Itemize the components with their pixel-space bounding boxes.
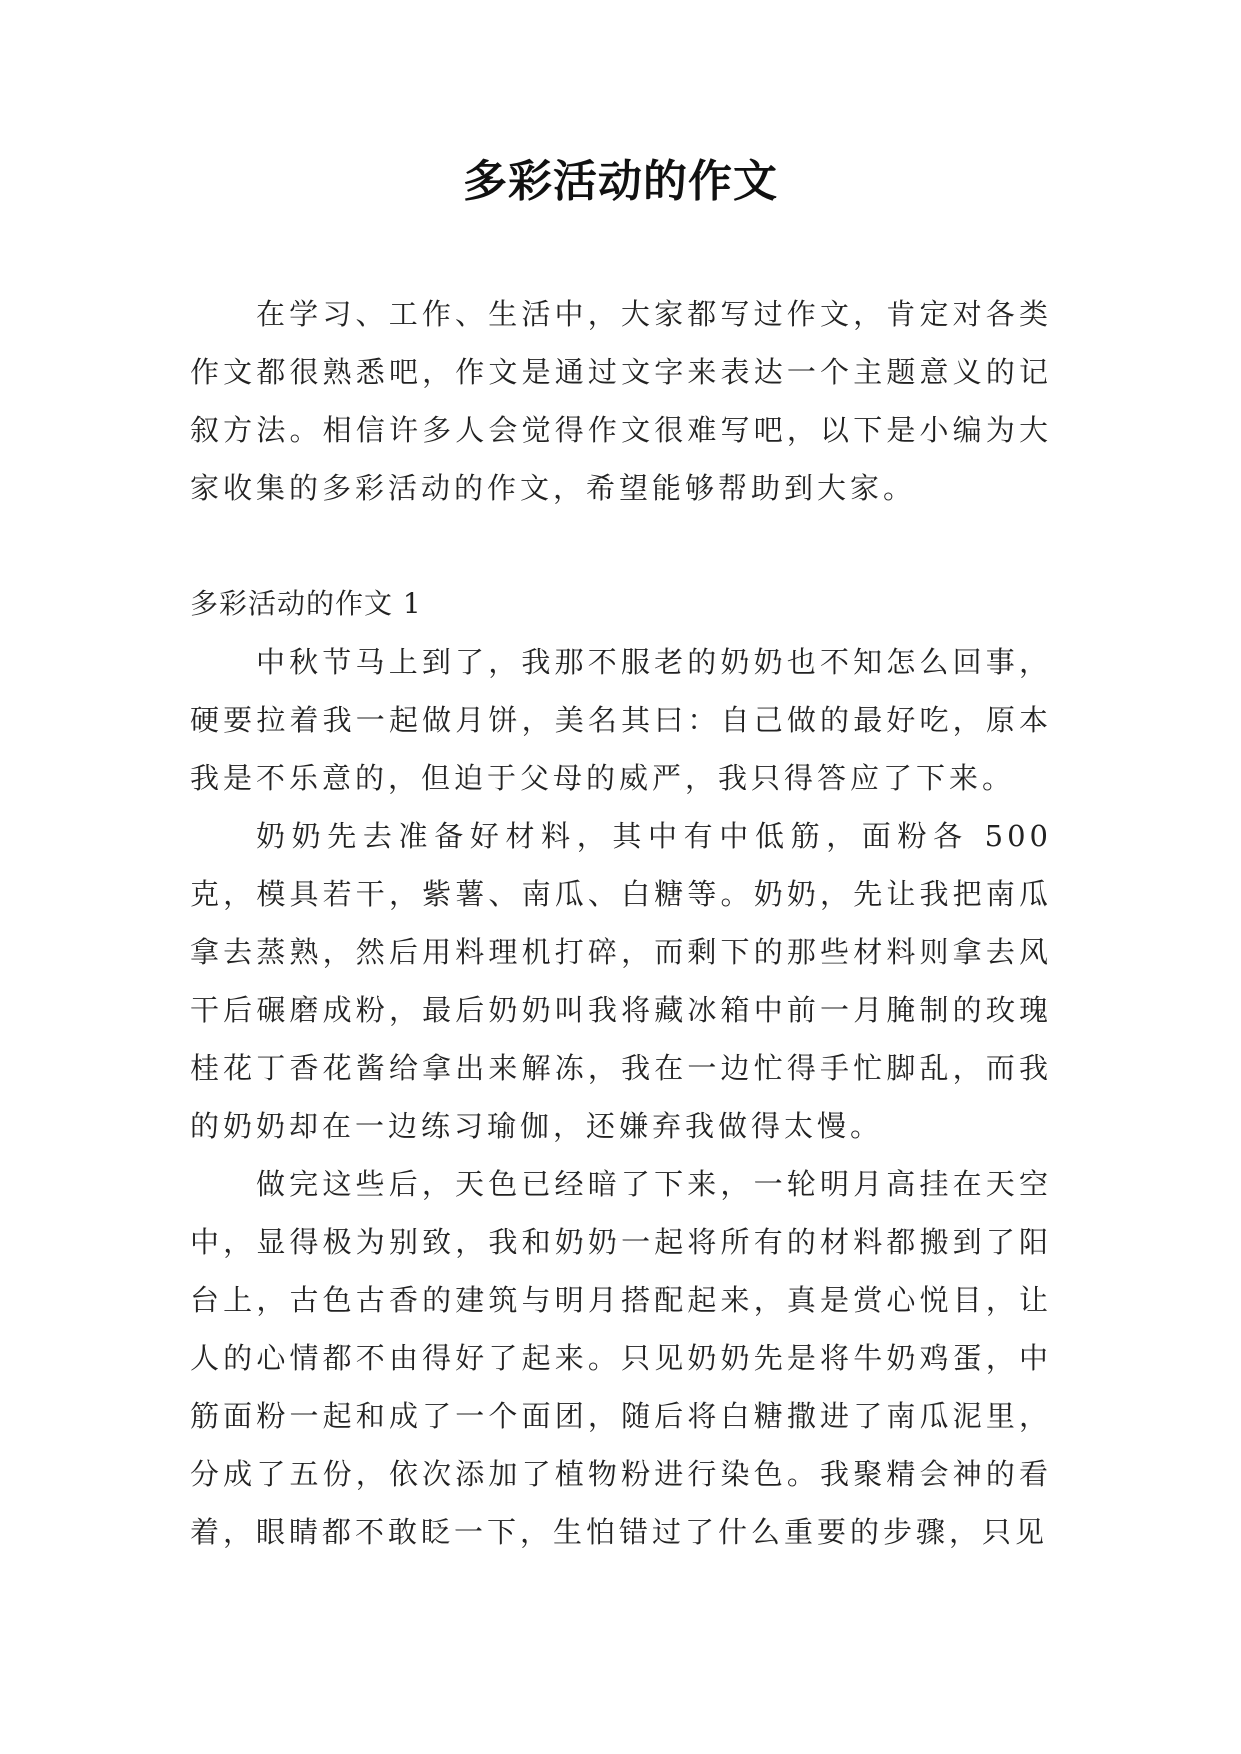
document-title: 多彩活动的作文 [463,156,778,207]
section-heading: 多彩活动的作文 1 [190,587,422,620]
body-paragraph-1: 中秋节马上到了，我那不服老的奶奶也不知怎么回事，硬要拉着我一起做月饼，美名其曰：自己做的最好吃，原本我是不乐意的，但迫于父母的威严，我只得答应了下来。 [190,645,1052,795]
body-paragraph-2: 奶奶先去准备好材料，其中有中低筋，面粉各 500 克，模具若干，紫薯、南瓜、白糖等。奶奶，先让我把南瓜拿去蒸熟，然后用料理机打碎，而剩下的那些材料则拿去风干后碾磨成粉，最后奶奶叫我将藏冰箱中前一月腌制的玫瑰桂花丁香花酱给拿出来解冻，我在一边忙得手忙脚乱，而我的奶奶却在一边练习瑜伽，还嫌弃我做得太慢。 [190,819,1052,1143]
document-body [190,285,1052,1561]
body-paragraph-3: 做完这些后，天色已经暗了下来，一轮明月高挂在天空中，显得极为别致，我和奶奶一起将所有的材料都搬到了阳台上，古色古香的建筑与明月搭配起来，真是赏心悦目，让人的心情都不由得好了起来。只见奶奶先是将牛奶鸡蛋，中筋面粉一起和成了一个面团，随后将白糖撒进了南瓜泥里，分成了五份，依次添加了植物粉进行染色。我聚精会神的看着，眼睛都不敢眨一下，生怕错过了什么重要的步骤，只见 [190,1167,1052,1549]
intro-paragraph: 在学习、工作、生活中，大家都写过作文，肯定对各类作文都很熟悉吧，作文是通过文字来表达一个主题意义的记叙方法。相信许多人会觉得作文很难写吧，以下是小编为大家收集的多彩活动的作文，希望能够帮助到大家。 [190,297,1052,505]
